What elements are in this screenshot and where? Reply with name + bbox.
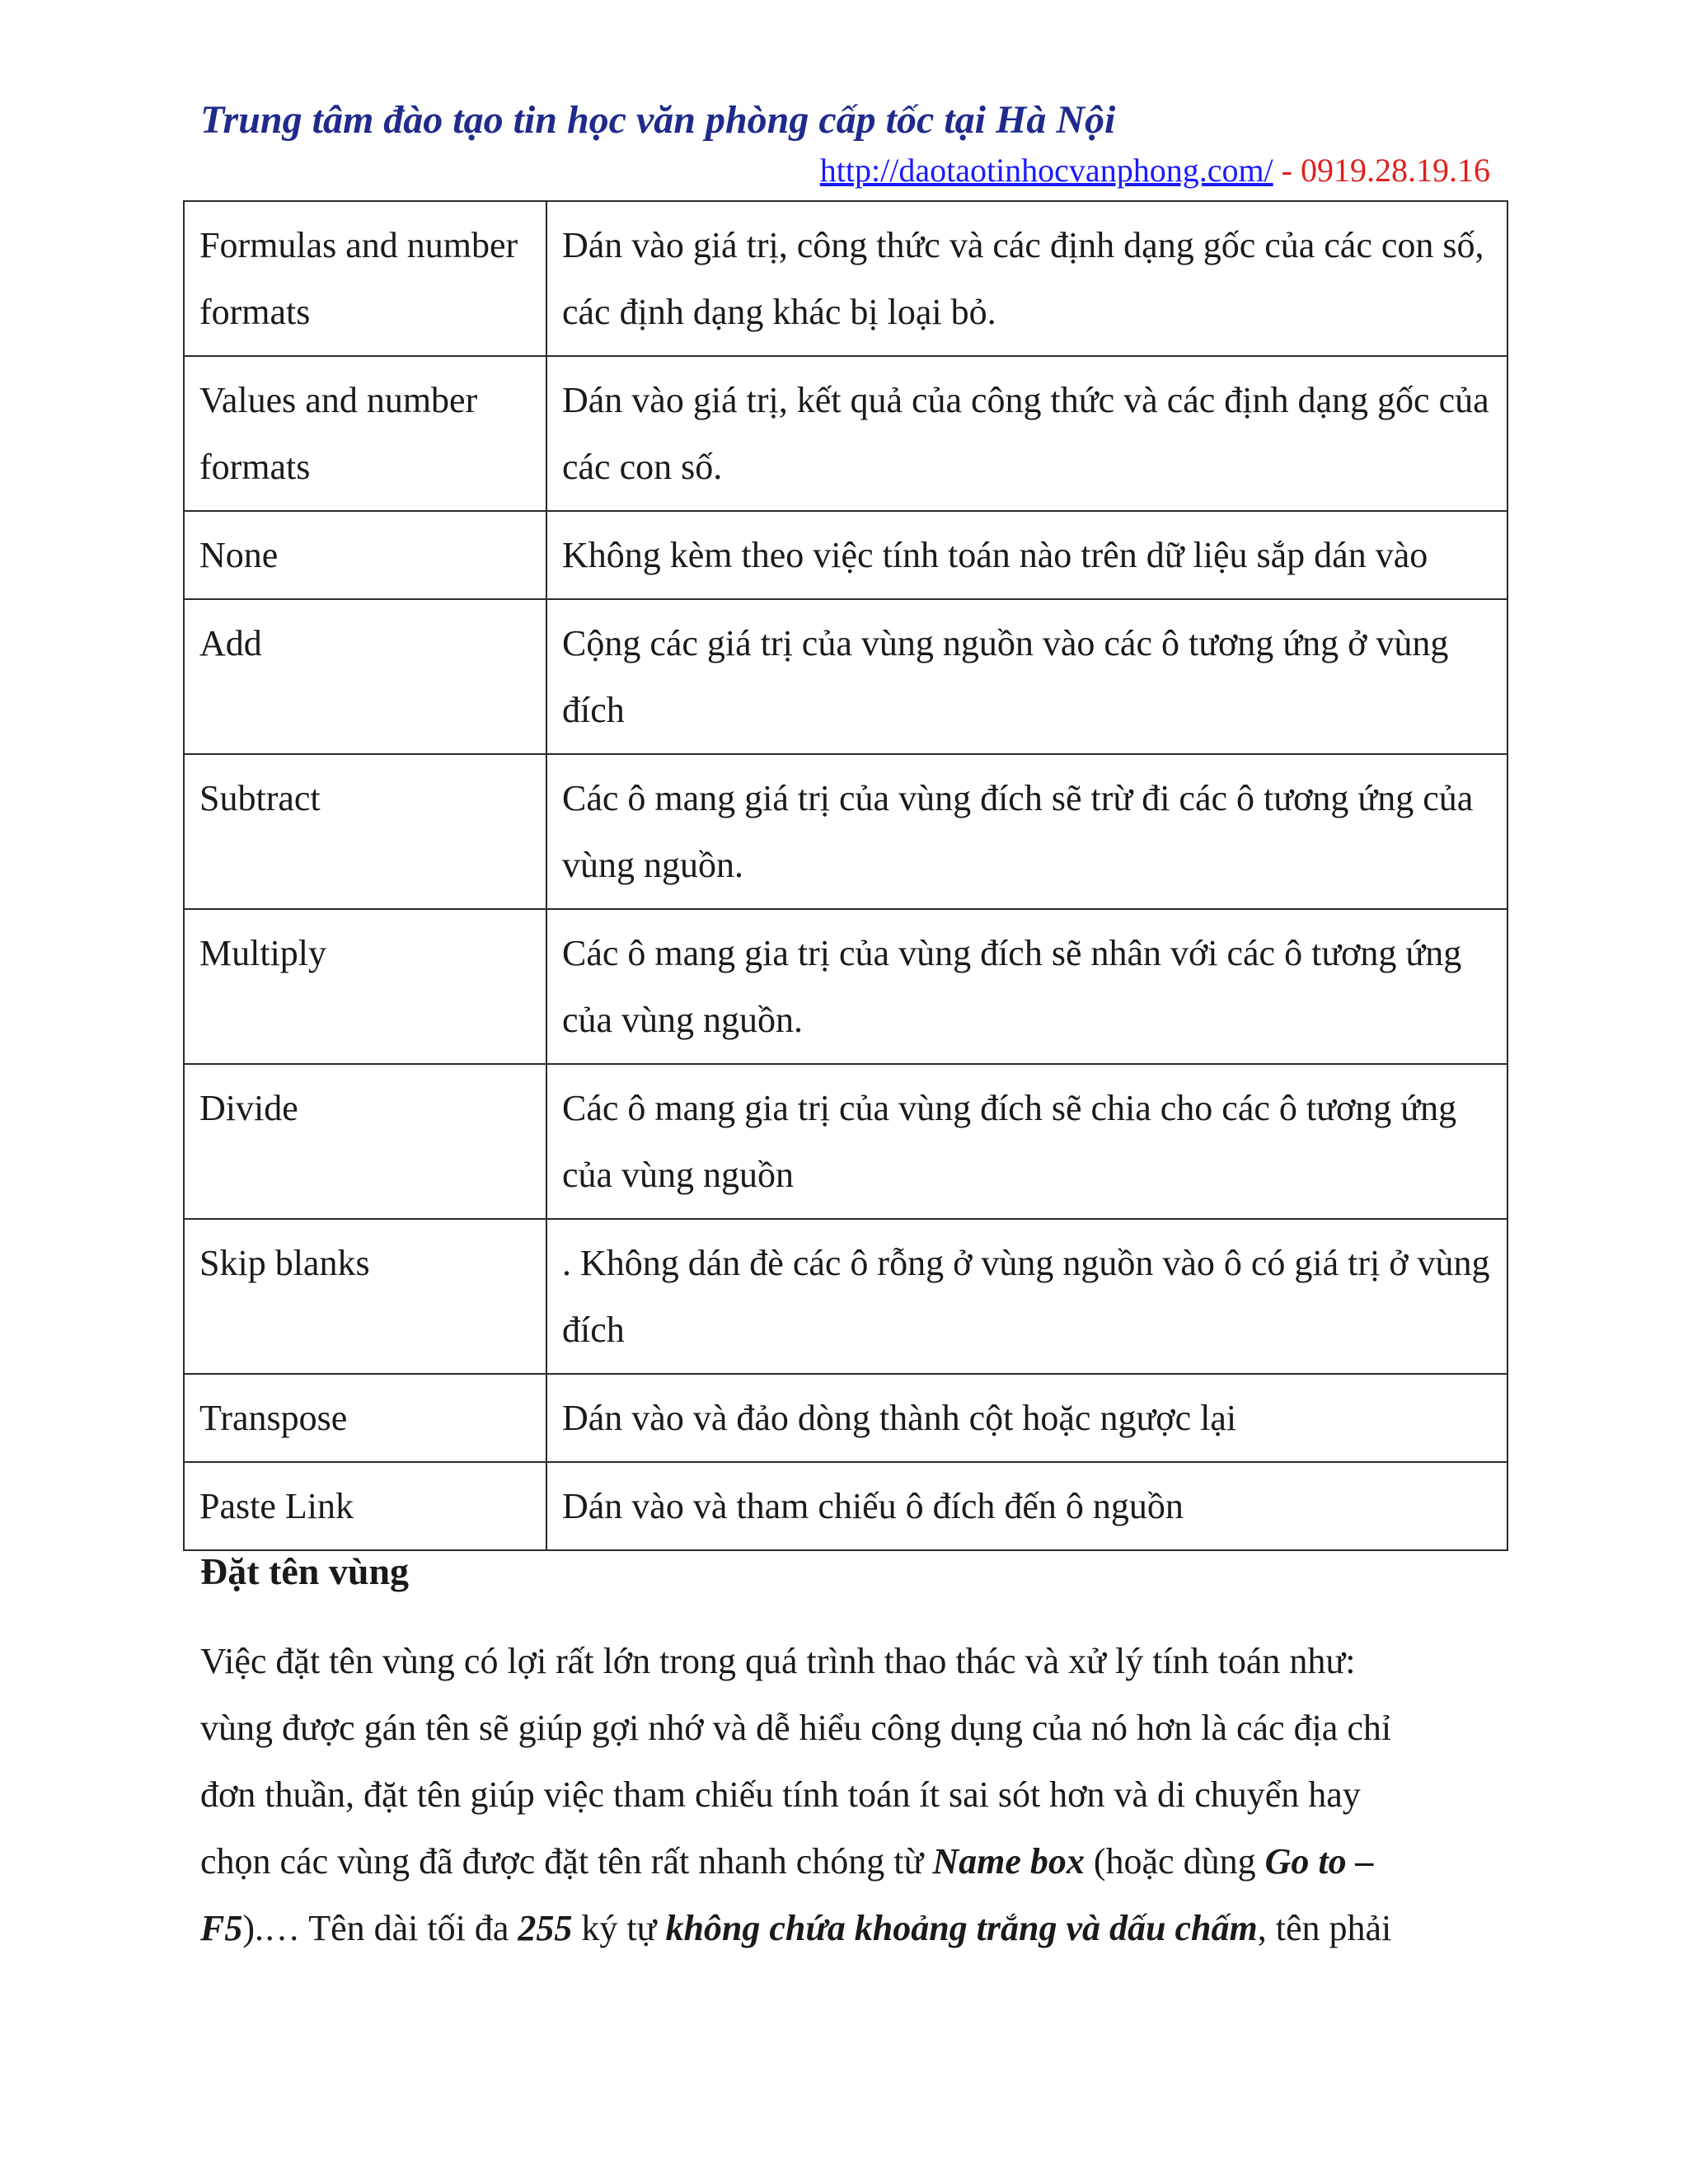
text-run: , tên phải <box>1257 1908 1392 1948</box>
header-title: Trung tâm đào tạo tin học văn phòng cấp tốc tại Hà Nội <box>200 98 1116 142</box>
paragraph-line: vùng được gán tên sẽ giúp gợi nhớ và dễ hiểu công dụng của nó hơn là các địa chỉ <box>200 1708 1392 1748</box>
text-run: (hoặc dùng <box>1084 1841 1265 1882</box>
name-box-term: Name box <box>932 1841 1085 1882</box>
description-cell: Cộng các giá trị của vùng nguồn vào các ô tương ứng ở vùng đích <box>546 599 1507 754</box>
option-cell: Add <box>184 599 546 754</box>
naming-rule-emphasis: không chứa khoảng trắng và dấu chấm <box>665 1908 1258 1948</box>
option-cell: Paste Link <box>184 1462 546 1550</box>
f5-term: F5 <box>200 1908 243 1948</box>
table-row <box>184 1064 1507 1219</box>
paragraph-line: Việc đặt tên vùng có lợi rất lớn trong quá trình thao thác và xử lý tính toán như: <box>200 1641 1356 1681</box>
description-cell: . Không dán đè các ô rỗng ở vùng nguồn vào ô có giá trị ở vùng đích <box>546 1219 1507 1374</box>
paragraph-line <box>200 1828 1519 1895</box>
table-row <box>184 201 1507 356</box>
section-heading: Đặt tên vùng <box>200 1550 410 1592</box>
option-cell: Transpose <box>184 1374 546 1462</box>
description-cell: Dán vào và đảo dòng thành cột hoặc ngược lại <box>546 1374 1507 1462</box>
description-cell: Các ô mang giá trị của vùng đích sẽ trừ đi các ô tương ứng của vùng nguồn. <box>546 754 1507 909</box>
table-row <box>184 511 1507 599</box>
table-row <box>184 1462 1507 1550</box>
description-cell: Dán vào và tham chiếu ô đích đến ô nguồn <box>546 1462 1507 1550</box>
paste-special-table <box>183 200 1508 1551</box>
table-row <box>184 754 1507 909</box>
header-contact <box>820 151 1490 190</box>
option-cell: Divide <box>184 1064 546 1219</box>
text-run: ký tự <box>572 1908 666 1948</box>
option-cell: Formulas and number formats <box>184 201 546 356</box>
option-cell: Skip blanks <box>184 1219 546 1374</box>
option-cell: None <box>184 511 546 599</box>
option-cell: Values and number formats <box>184 356 546 511</box>
description-cell: Không kèm theo việc tính toán nào trên dữ liệu sắp dán vào <box>546 511 1507 599</box>
paragraph-line: đơn thuần, đặt tên giúp việc tham chiếu tính toán ít sai sót hơn và di chuyển hay <box>200 1774 1361 1815</box>
description-cell: Dán vào giá trị, công thức và các định dạng gốc của các con số, các định dạng khác bị loại bỏ. <box>546 201 1507 356</box>
go-to-term: Go to – <box>1264 1841 1374 1882</box>
body-paragraph <box>200 1628 1519 1961</box>
text-run: ).… Tên dài tối đa <box>242 1908 518 1948</box>
table-row <box>184 356 1507 511</box>
description-cell: Các ô mang gia trị của vùng đích sẽ chia cho các ô tương ứng của vùng nguồn <box>546 1064 1507 1219</box>
website-link[interactable]: http://daotaotinhocvanphong.com/ <box>819 152 1273 189</box>
header-separator: - <box>1273 152 1301 189</box>
text-run: chọn các vùng đã được đặt tên rất nhanh chóng từ <box>200 1841 933 1882</box>
max-length-value: 255 <box>518 1908 573 1948</box>
paragraph-line <box>200 1895 1519 1961</box>
description-cell: Dán vào giá trị, kết quả của công thức và các định dạng gốc của các con số. <box>546 356 1507 511</box>
table-row <box>184 1219 1507 1374</box>
description-cell: Các ô mang gia trị của vùng đích sẽ nhân với các ô tương ứng của vùng nguồn. <box>546 909 1507 1064</box>
option-cell: Multiply <box>184 909 546 1064</box>
table-row <box>184 909 1507 1064</box>
table-row <box>184 599 1507 754</box>
option-cell: Subtract <box>184 754 546 909</box>
phone-number: 0919.28.19.16 <box>1301 152 1490 189</box>
table-row <box>184 1374 1507 1462</box>
